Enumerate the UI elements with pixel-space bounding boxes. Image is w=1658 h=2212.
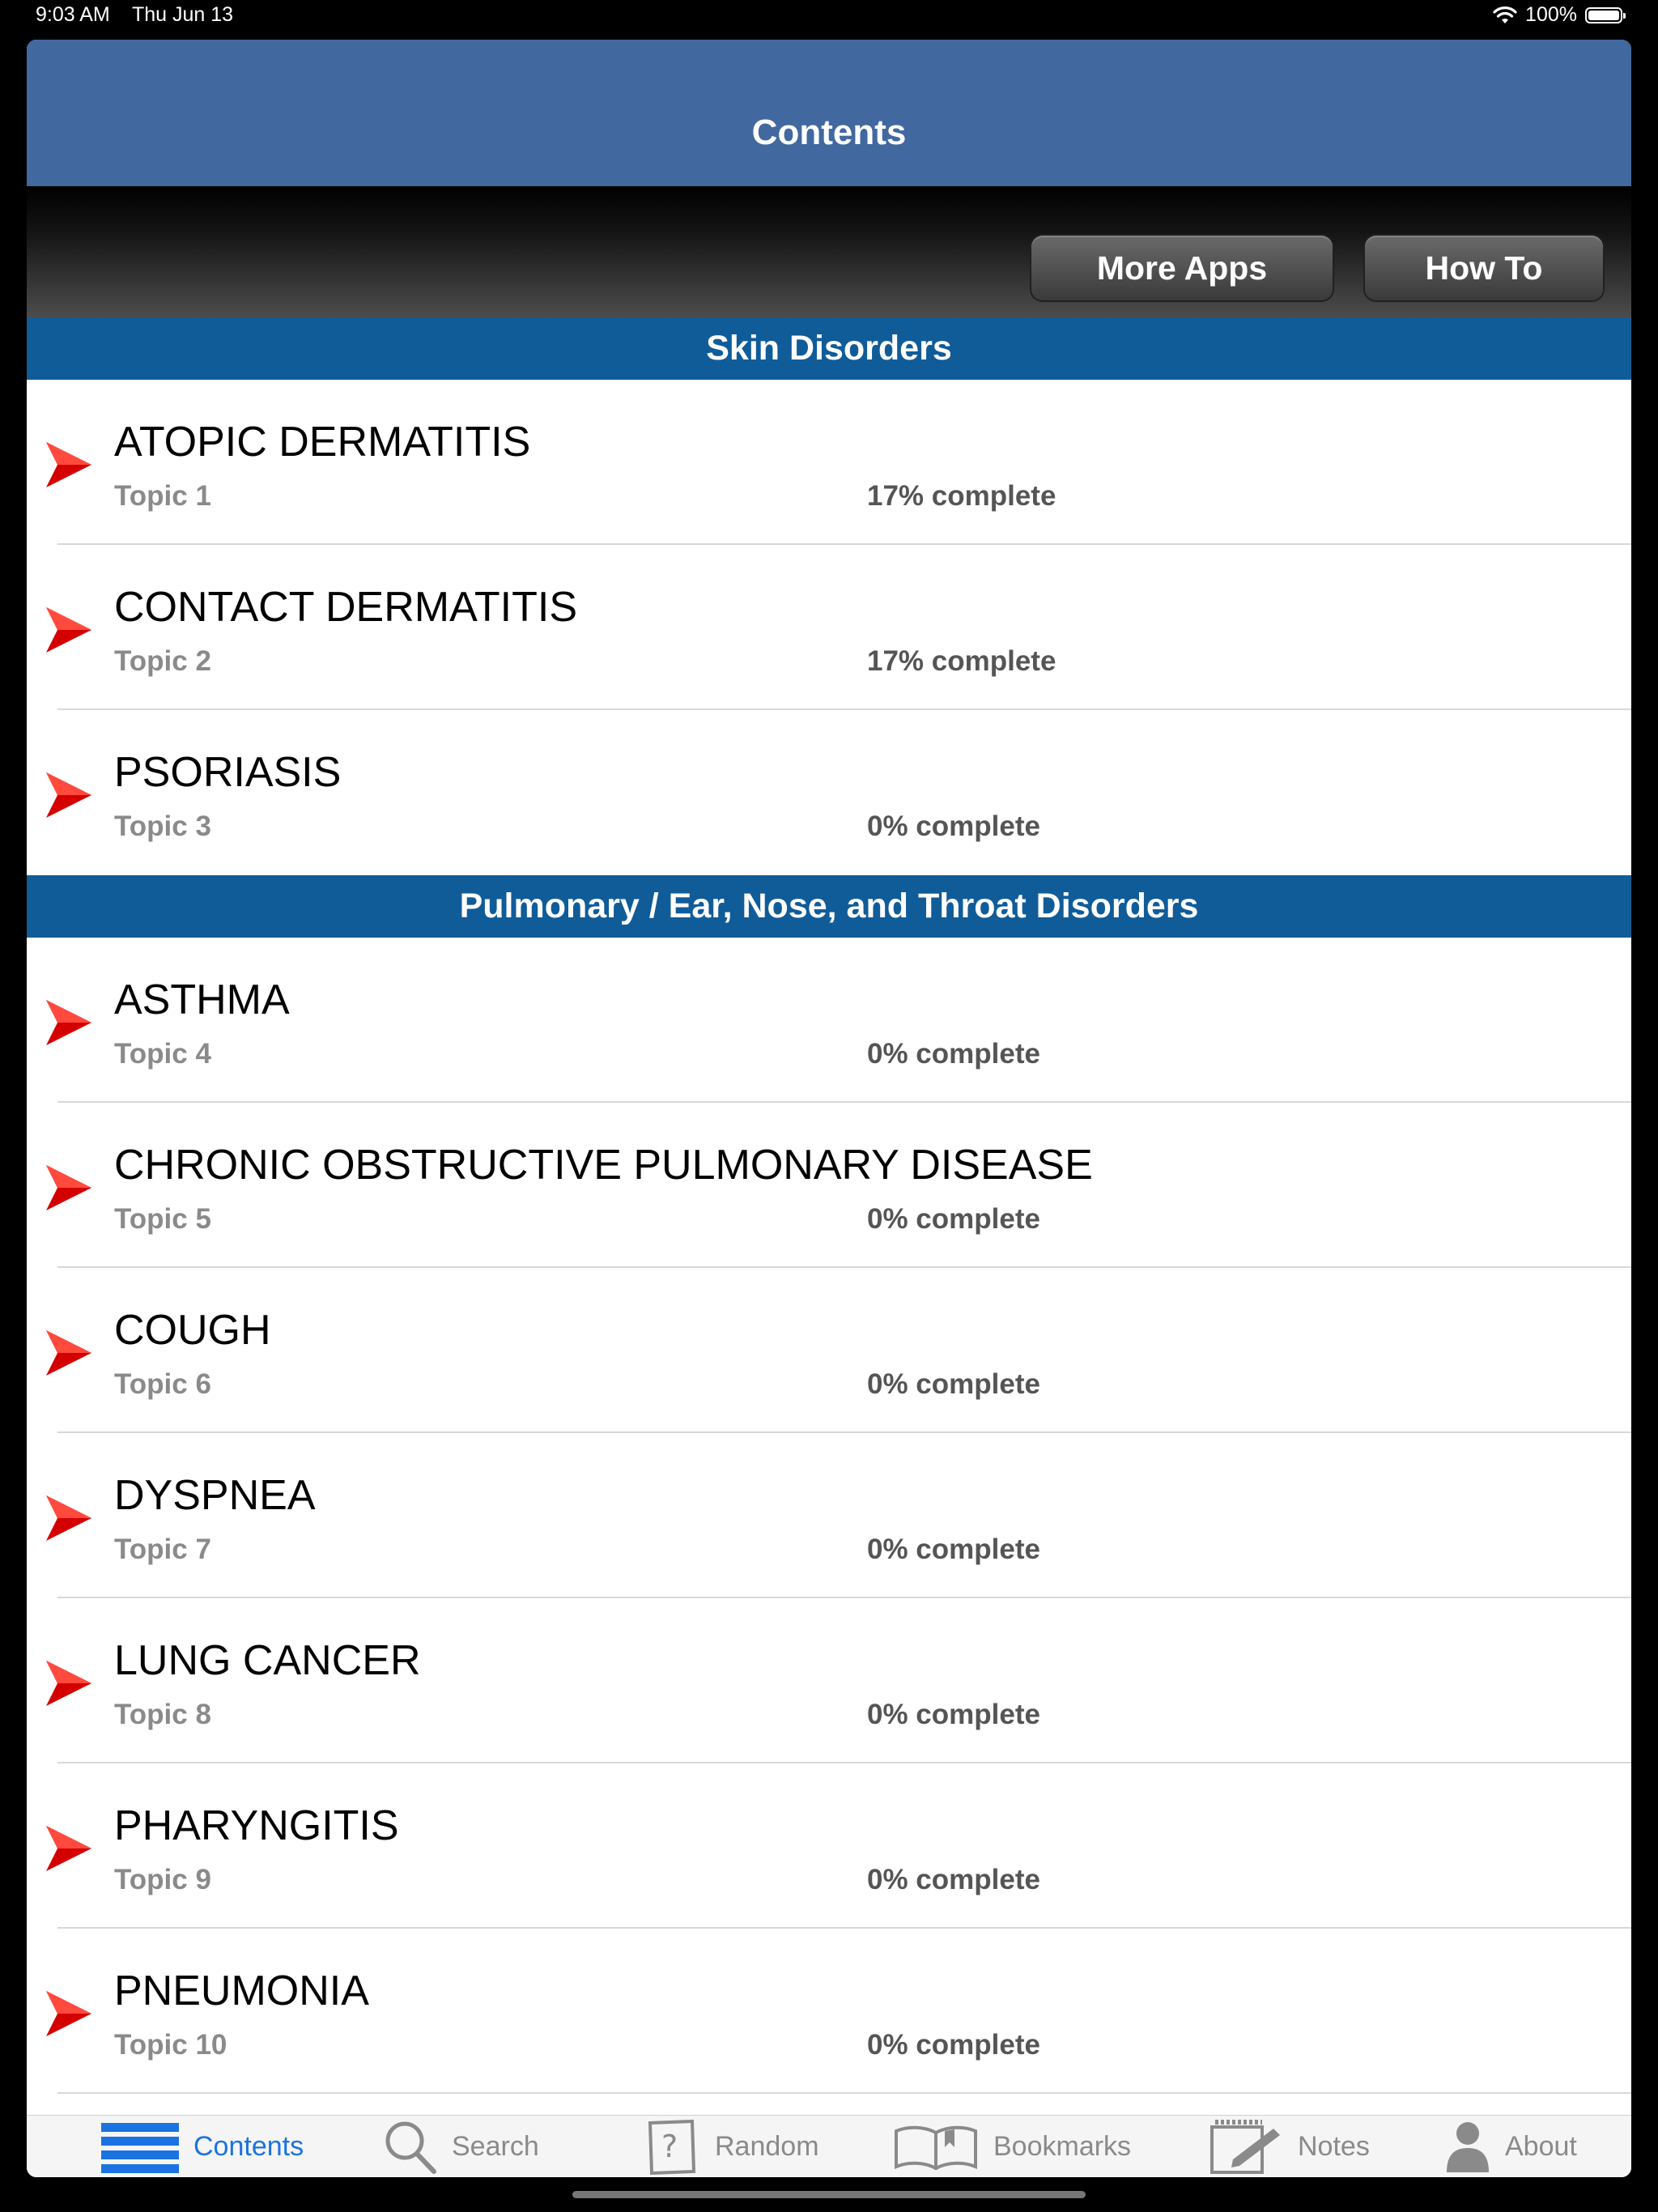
- red-arrow-icon: [45, 1329, 93, 1377]
- red-arrow-icon: [45, 1659, 93, 1708]
- navigation-bar: [27, 40, 1631, 186]
- topic-progress: 0% complete: [867, 1864, 1040, 1895]
- list-item[interactable]: [27, 1268, 1631, 1433]
- red-arrow-icon: [45, 1494, 93, 1542]
- more-apps-button[interactable]: More Apps: [1031, 236, 1333, 300]
- topic-title: ATOPIC DERMATITIS: [114, 419, 531, 466]
- topic-number: Topic 8: [114, 1699, 211, 1730]
- tab-random[interactable]: [644, 2116, 819, 2177]
- tab-label: Random: [715, 2131, 819, 2162]
- topic-progress: 0% complete: [867, 810, 1040, 842]
- list-item[interactable]: [27, 1433, 1631, 1598]
- tab-label: Bookmarks: [993, 2131, 1132, 2162]
- topic-number: Topic 10: [114, 2029, 227, 2061]
- red-arrow-icon: [45, 998, 93, 1047]
- tab-about[interactable]: [1445, 2116, 1577, 2177]
- red-arrow-icon: [45, 1163, 93, 1212]
- list-item[interactable]: [27, 1598, 1631, 1763]
- notepad-pencil-icon: [1209, 2119, 1283, 2176]
- status-time: 9:03 AM: [36, 3, 110, 26]
- open-book-icon: [893, 2125, 979, 2170]
- topic-progress: 0% complete: [867, 2029, 1040, 2061]
- topic-number: Topic 5: [114, 1203, 211, 1235]
- how-to-button[interactable]: How To: [1365, 236, 1603, 300]
- topic-title: PHARYNGITIS: [114, 1802, 399, 1849]
- battery-icon: [1585, 7, 1622, 23]
- page-title: Contents: [751, 113, 907, 152]
- topic-progress: 0% complete: [867, 1038, 1040, 1070]
- red-arrow-icon: [45, 1824, 93, 1873]
- list-item[interactable]: [27, 1763, 1631, 1929]
- svg-text:?: ?: [661, 2128, 678, 2164]
- status-indicators: [1493, 3, 1622, 27]
- red-arrow-icon: [45, 1989, 93, 2038]
- tab-label: Contents: [193, 2131, 304, 2162]
- list-item[interactable]: [27, 1103, 1631, 1268]
- red-arrow-icon: [45, 606, 93, 654]
- home-indicator[interactable]: [572, 2191, 1086, 2198]
- topic-progress: 0% complete: [867, 1699, 1040, 1730]
- topic-title: PSORIASIS: [114, 749, 342, 796]
- app-window: [27, 40, 1631, 2177]
- red-arrow-icon: [45, 771, 93, 819]
- tab-label: Search: [452, 2131, 539, 2162]
- red-arrow-icon: [45, 440, 93, 489]
- tab-bar: [27, 2115, 1631, 2177]
- tab-label: Notes: [1298, 2131, 1370, 2162]
- contents-list[interactable]: [27, 317, 1631, 2115]
- topic-title: COUGH: [114, 1307, 271, 1354]
- battery-percent: 100%: [1525, 3, 1577, 26]
- list-item[interactable]: [27, 545, 1631, 710]
- topic-title: CONTACT DERMATITIS: [114, 584, 577, 631]
- topic-number: Topic 3: [114, 810, 211, 842]
- tab-contents[interactable]: [101, 2116, 304, 2177]
- topic-number: Topic 4: [114, 1038, 211, 1070]
- tab-bookmarks[interactable]: [893, 2116, 1131, 2177]
- topic-progress: 0% complete: [867, 1368, 1040, 1400]
- topic-progress: 17% complete: [867, 480, 1056, 512]
- list-item[interactable]: [27, 1929, 1631, 2094]
- wifi-icon: [1493, 6, 1517, 24]
- person-icon: [1445, 2121, 1490, 2174]
- list-item[interactable]: [27, 710, 1631, 875]
- status-date: Thu Jun 13: [132, 3, 234, 26]
- list-icon: [101, 2121, 179, 2173]
- topic-title: CHRONIC OBSTRUCTIVE PULMONARY DISEASE: [114, 1142, 1093, 1189]
- topic-number: Topic 1: [114, 480, 211, 512]
- question-card-icon: [644, 2118, 700, 2176]
- topic-number: Topic 7: [114, 1534, 211, 1565]
- tab-search[interactable]: [384, 2116, 539, 2177]
- tab-label: About: [1505, 2131, 1577, 2162]
- status-bar: [0, 0, 1658, 39]
- tab-notes[interactable]: [1209, 2116, 1370, 2177]
- topic-progress: 0% complete: [867, 1534, 1040, 1565]
- toolbar: [27, 186, 1631, 317]
- topic-title: ASTHMA: [114, 976, 290, 1023]
- list-item[interactable]: [27, 380, 1631, 545]
- topic-number: Topic 9: [114, 1864, 211, 1895]
- section-header-pulmonary-ent: Pulmonary / Ear, Nose, and Throat Disorders: [27, 875, 1631, 938]
- section-header-skin-disorders: Skin Disorders: [27, 317, 1631, 380]
- topic-number: Topic 2: [114, 645, 211, 677]
- topic-progress: 0% complete: [867, 1203, 1040, 1235]
- topic-progress: 17% complete: [867, 645, 1056, 677]
- topic-title: PNEUMONIA: [114, 1967, 369, 2014]
- list-item[interactable]: [27, 938, 1631, 1103]
- magnifier-icon: [384, 2120, 437, 2175]
- topic-number: Topic 6: [114, 1368, 211, 1400]
- topic-title: LUNG CANCER: [114, 1637, 421, 1684]
- topic-title: DYSPNEA: [114, 1472, 316, 1519]
